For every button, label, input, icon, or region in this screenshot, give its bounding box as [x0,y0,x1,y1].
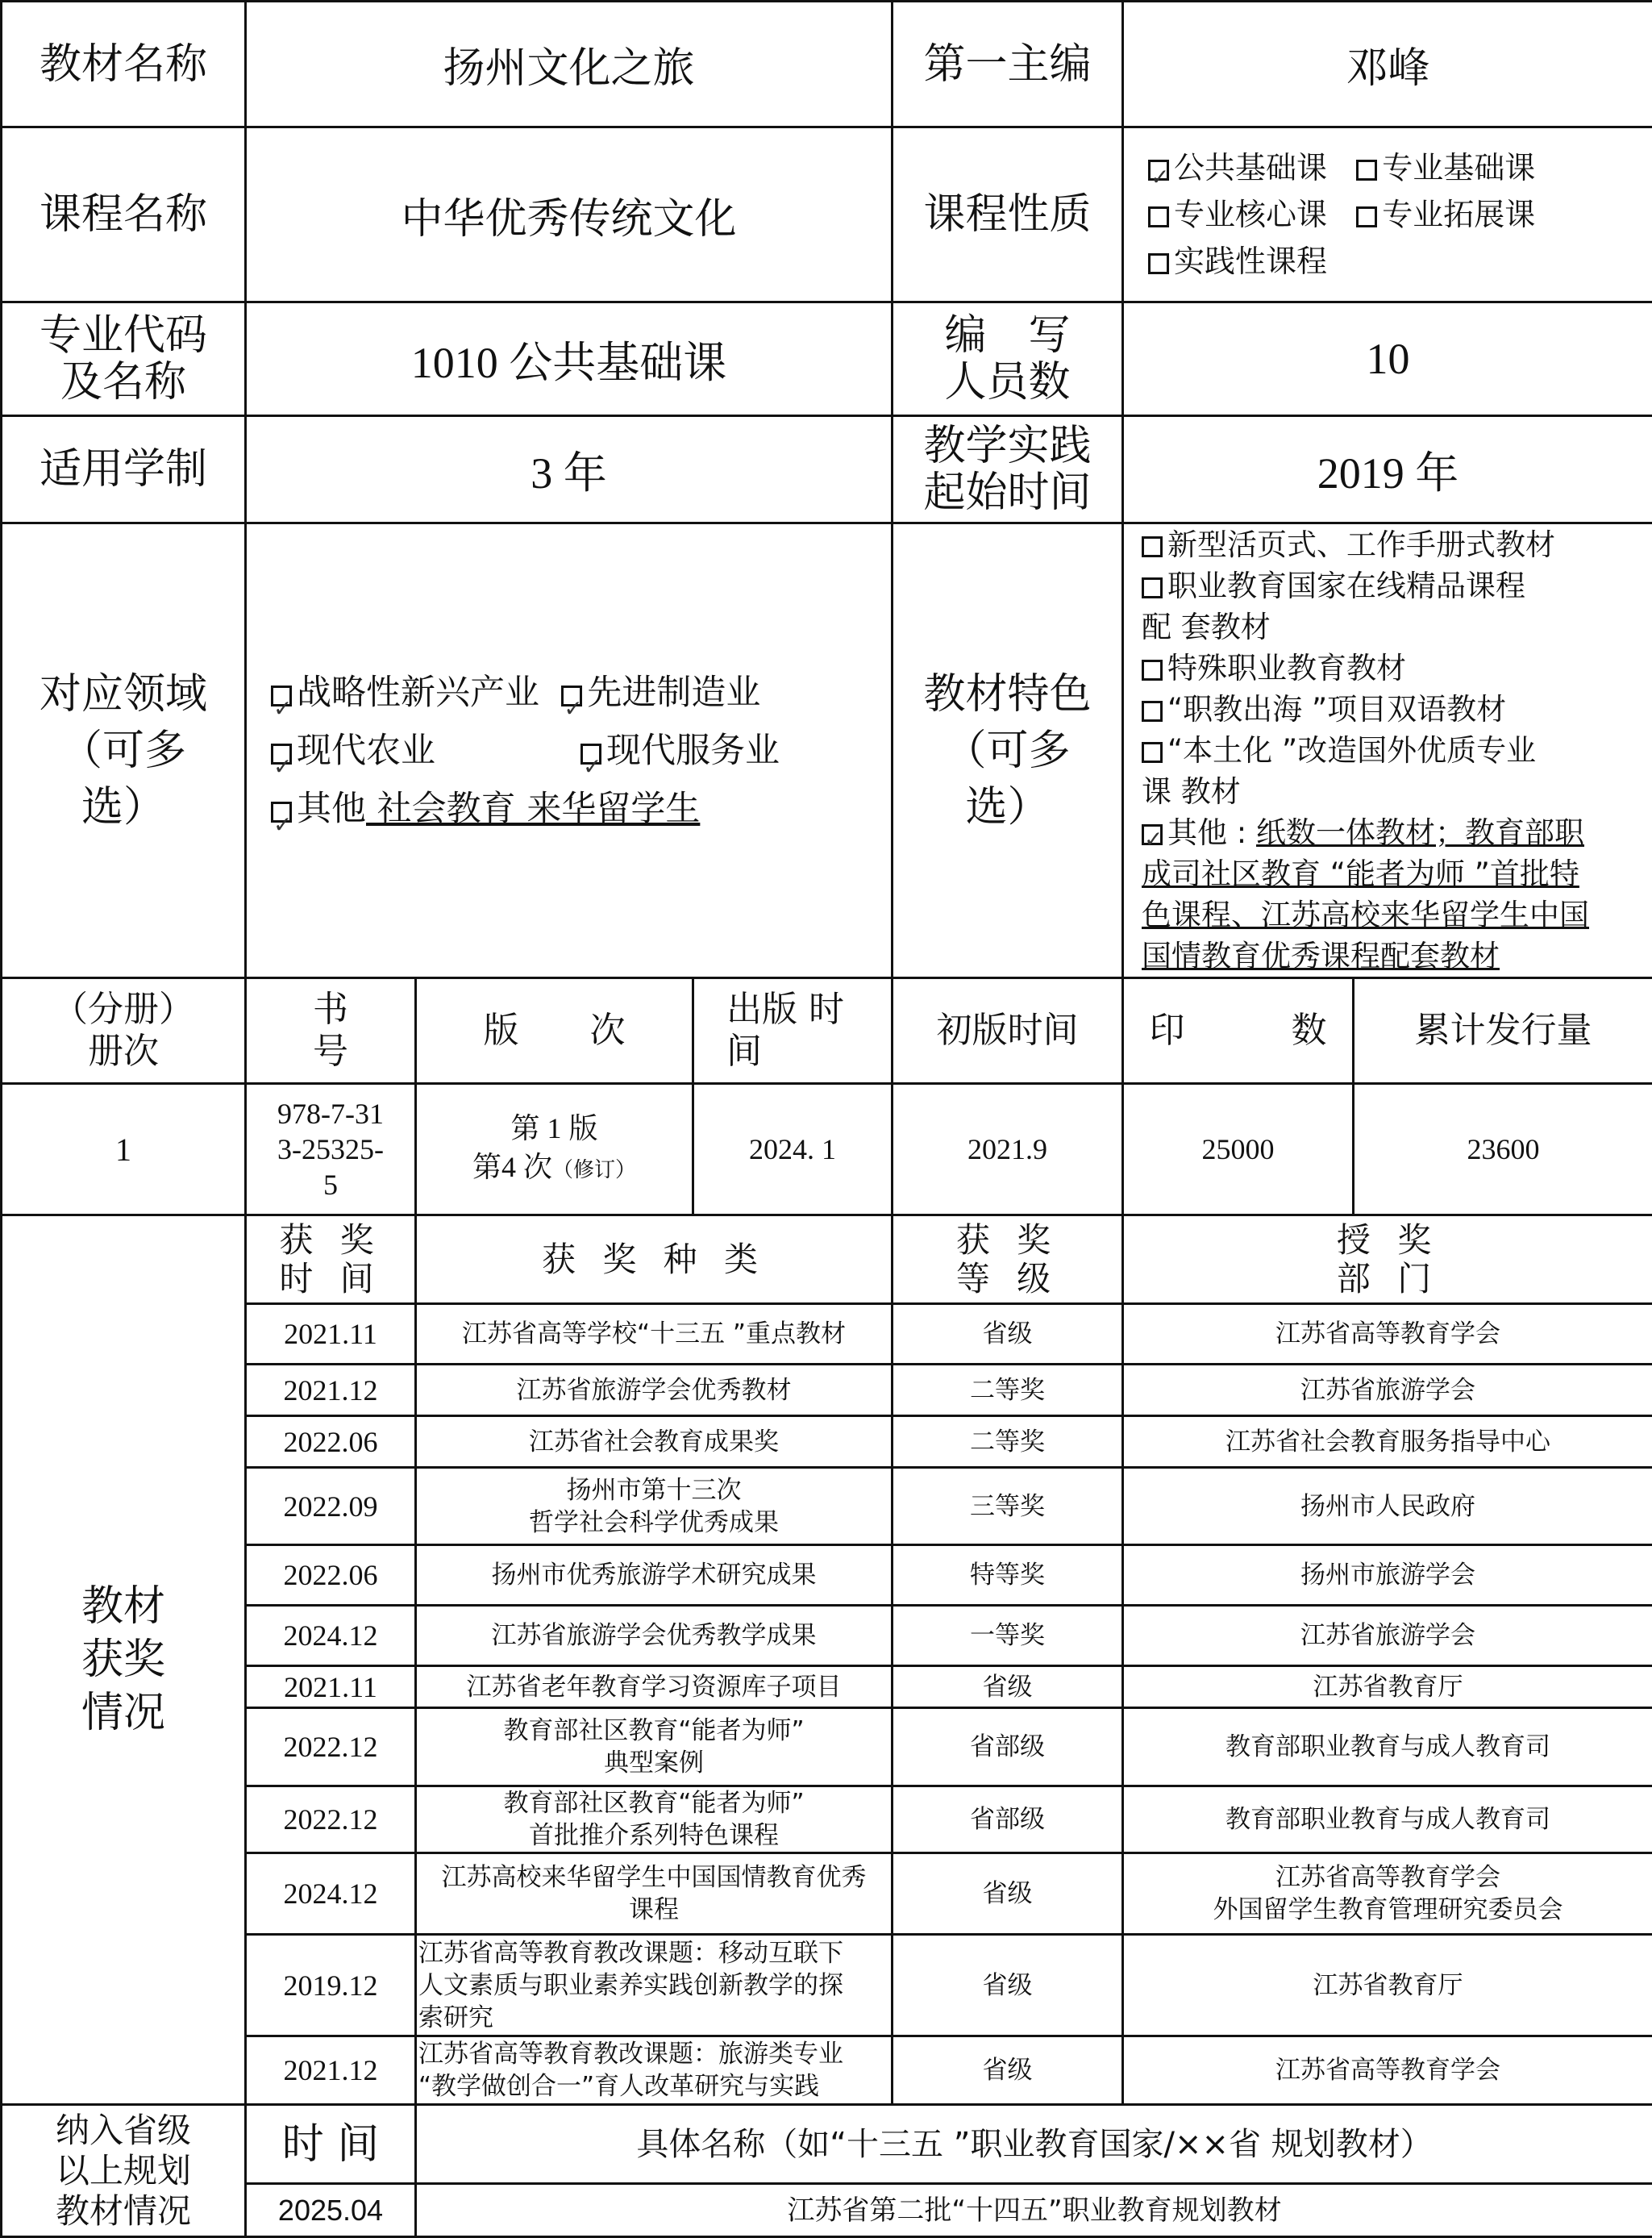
pub-time: 2024. 1 [693,1084,893,1215]
planning-label: 纳入省级 以上规划 教材情况 [2,2105,246,2237]
pub-vol-header: （分册） 册次 [2,978,246,1084]
checkbox-practice[interactable] [1148,253,1169,274]
table-row: 2022.06 扬州市优秀旅游学术研究成果 特等奖 扬州市旅游学会 [2,1545,1652,1606]
textbook-name-label: 教材名称 [2,2,246,127]
pub-total: 23600 [1354,1084,1652,1215]
course-name: 中华优秀传统文化 [246,127,893,302]
features-options: 新型活页式、工作手册式教材 职业教育国家在线精品课程 配 套教材 特殊职业教育教材 “职教出海 ”项目双语教材 “本土化 ”改造国外优质专业 课 教材 ✓其他 : 纸数一体教材；教育部职 成司社区教育 “能者为师 ”首批特 色课程、江苏高校来华留学生中国 国情教育优秀课程配套教材 [1123,523,1652,978]
course-nature-label: 课程性质 [893,127,1123,302]
planning-name-header: 具体名称（如“十三五 ”职业教育国家/××省 规划教材） [416,2105,1652,2184]
checkbox-fields-other[interactable] [271,802,292,823]
pub-edition-header: 版 次 [416,978,693,1084]
course-nature-options: ✓公共基础课 专业基础课 专业核心课 专业拓展课 实践性课程 [1123,127,1652,302]
pub-print-header: 印 数 [1123,978,1354,1084]
table-row: 2022.12 教育部社区教育“能者为师” 典型案例 省部级 教育部职业教育与成人教育司 [2,1708,1652,1786]
table-row: 2021.12 江苏省高等教育教改课题：旅游类专业 “教学做创合一”育人改革研究与实践 省级 江苏省高等教育学会 [2,2036,1652,2105]
pub-isbn-header: 书 号 [246,978,416,1084]
duration: 3 年 [246,416,893,523]
planning-name: 江苏省第二批“十四五”职业教育规划教材 [416,2184,1652,2237]
checkbox-feature-localized[interactable] [1142,742,1163,763]
awards-level-header: 获 奖 等 级 [893,1215,1123,1304]
awards-label: 教材 获奖 情况 [2,1215,246,2105]
start-label: 教学实践 起始时间 [893,416,1123,523]
awards-type-header: 获 奖 种 类 [416,1215,893,1304]
checkbox-service[interactable] [580,744,601,765]
checkbox-agriculture[interactable] [271,744,292,765]
pub-first-header: 初版时间 [893,978,1123,1084]
table-row: 2021.11 江苏省老年教育学习资源库子项目 省级 江苏省教育厅 [2,1666,1652,1708]
table-row: 2019.12 江苏省高等教育教改课题：移动互联下 人文素质与职业素养实践创新教学的探 索研究 省级 江苏省教育厅 [2,1935,1652,2036]
checkbox-strategic[interactable] [271,686,292,706]
awards-dept-header: 授 奖 部 门 [1123,1215,1652,1304]
table-row: 2024.12 江苏省旅游学会优秀教学成果 一等奖 江苏省旅游学会 [2,1606,1652,1666]
chief-editor-label: 第一主编 [893,2,1123,127]
table-row: 2022.12 教育部社区教育“能者为师” 首批推介系列特色课程 省部级 教育部职业教育与成人教育司 [2,1786,1652,1853]
planning-time: 2025.04 [246,2184,416,2237]
writers-count: 10 [1123,302,1652,416]
checkbox-feature-special[interactable] [1142,660,1163,681]
pub-isbn: 978-7-31 3-25325- 5 [246,1084,416,1215]
checkbox-manufacturing[interactable] [561,686,582,706]
table-row: 2022.09 扬州市第十三次 哲学社会科学优秀成果 三等奖 扬州市人民政府 [2,1468,1652,1545]
checkbox-major-extension[interactable] [1356,206,1377,227]
start-year: 2019 年 [1123,416,1652,523]
table-row: 2021.11 江苏省高等学校“十三五 ”重点教材 省级 江苏省高等教育学会 [2,1304,1652,1365]
course-name-label: 课程名称 [2,127,246,302]
textbook-name: 扬州文化之旅 [246,2,893,127]
fields-label: 对应领域 （可多 选） [2,523,246,978]
pub-first: 2021.9 [893,1084,1123,1215]
awards-time-header: 获 奖 时 间 [246,1215,416,1304]
features-label: 教材特色 （可多 选） [893,523,1123,978]
table-row: 2024.12 江苏高校来华留学生中国国情教育优秀 课程 省级 江苏省高等教育学会 外国留学生教育管理研究委员会 [2,1853,1652,1935]
checkbox-major-core[interactable] [1148,206,1169,227]
writers-label: 编 写 人员数 [893,302,1123,416]
checkbox-feature-bilingual[interactable] [1142,701,1163,722]
chief-editor: 邓峰 [1123,2,1652,127]
major-code: 1010 公共基础课 [246,302,893,416]
major-code-label: 专业代码 及名称 [2,302,246,416]
checkbox-feature-loose-leaf[interactable] [1142,536,1163,557]
pub-total-header: 累计发行量 [1354,978,1652,1084]
fields-options: ✓战略性新兴产业 ✓ 先进制造业 ✓现代农业✓ 现代服务业 ✓其他 社会教育 来华留学生 [246,523,893,978]
checkbox-feature-other[interactable] [1142,824,1163,845]
pub-time-header: 出版 时 间 [693,978,893,1084]
pub-print: 25000 [1123,1084,1354,1215]
duration-label: 适用学制 [2,416,246,523]
checkbox-major-basic[interactable] [1356,160,1377,181]
pub-vol: 1 [2,1084,246,1215]
checkbox-feature-online-course[interactable] [1142,577,1163,598]
checkbox-public-basic[interactable] [1148,160,1169,181]
pub-edition: 第 1 版 第4 次（修订） [416,1084,693,1215]
table-row: 2021.12 江苏省旅游学会优秀教材 二等奖 江苏省旅游学会 [2,1365,1652,1416]
planning-time-header: 时 间 [246,2105,416,2184]
table-row: 2022.06 江苏省社会教育成果奖 二等奖 江苏省社会教育服务指导中心 [2,1416,1652,1468]
